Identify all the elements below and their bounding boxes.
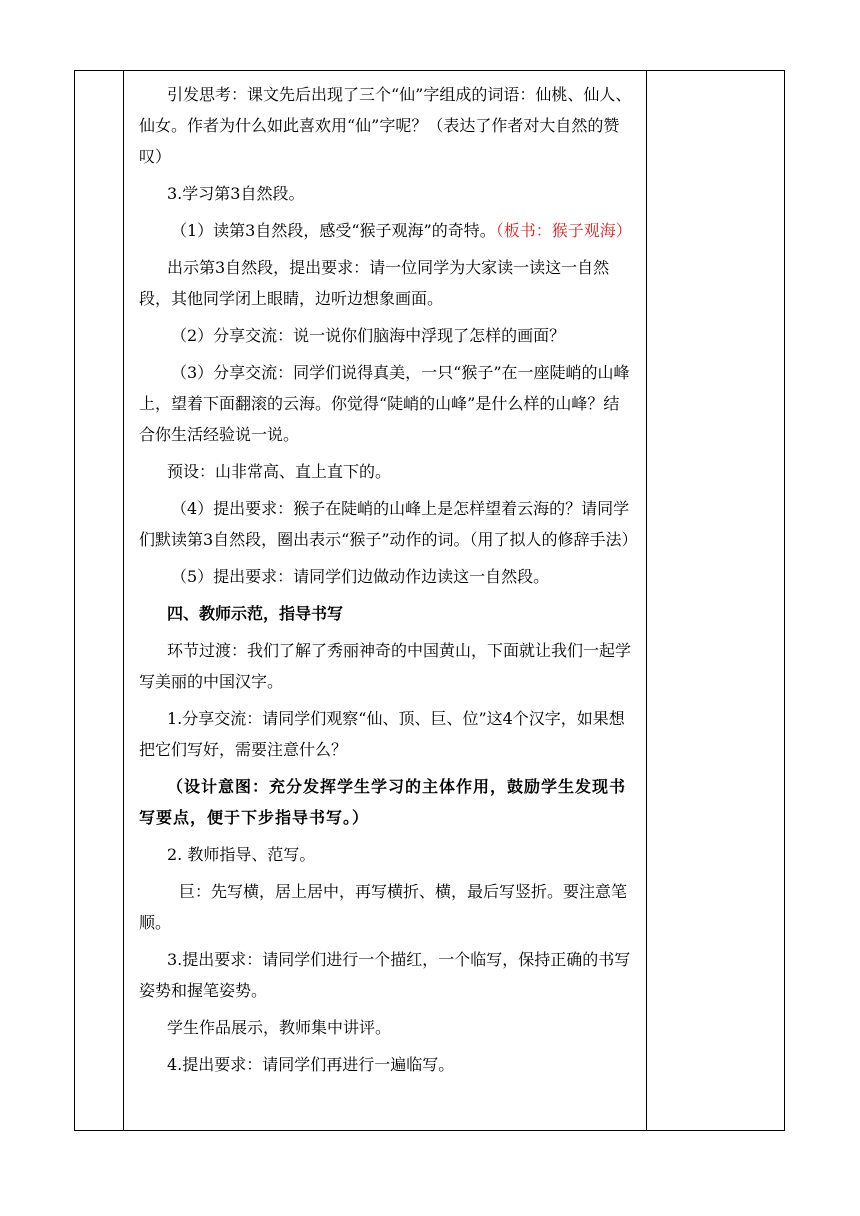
paragraph-step3-heading: 3.学习第3自然段。 [167,184,305,203]
paragraph-requirement-trace: 3.提出要求：请同学们进行一个描红，一个临写，保持正确的书写姿势和握笔姿势。 [139,950,631,1000]
right-column-divider [646,71,647,1130]
section-heading-writing: 四、教师示范，指导书写 [167,604,344,623]
blackboard-note: （板书：猴子观海） [495,221,632,240]
paragraph-transition: 环节过渡：我们了解了秀丽神奇的中国黄山，下面就让我们一起学写美丽的中国汉字。 [139,641,632,691]
paragraph-show-section3: 出示第3自然段，提出要求：请一位同学为大家读一读这一自然段，其他同学闭上眼睛，边听边想象画面。 [139,258,610,308]
paragraph-showcase: 学生作品展示，教师集中讲评。 [167,1018,392,1037]
paragraph-requirement-5: （5）提出要求：请同学们边做动作边读这一自然段。 [171,567,550,586]
paragraph-read-section3 [125,215,643,246]
paragraph-teacher-demo: 2. 教师指导、范写。 [167,845,316,864]
lesson-content-cell [125,79,643,1086]
paragraph-requirement-4: （4）提出要求：猴子在陡峭的山峰上是怎样望着云海的？请同学们默读第3自然段，圈出表示“猴子”动作的词。（用了拟人的修辞手法） [139,499,638,549]
paragraph-reflection: 引发思考：课文先后出现了三个“仙”字组成的词语：仙桃、仙人、仙女。作者为什么如此喜欢用“仙”字呢？（表达了作者对大自然的赞叹） [139,85,632,166]
paragraph-design-intent: （设计意图：充分发挥学生学习的主体作用，鼓励学生发现书写要点，便于下步指导书写。） [139,777,627,827]
paragraph-share-characters: 1.分享交流：请同学们观察“仙、顶、巨、位”这4个汉字，如果想把它们写好，需要注意什么？ [139,709,625,759]
paragraph-preset: 预设：山非常高、直上直下的。 [167,462,392,481]
read-section3-text: （1）读第3自然段，感受“猴子观海”的奇特。 [171,221,496,240]
paragraph-requirement-copy: 4.提出要求：请同学们再进行一遍临写。 [167,1055,455,1074]
paragraph-share-2: （2）分享交流：说一说你们脑海中浮现了怎样的画面？ [171,326,566,345]
left-column-divider [123,71,124,1130]
paragraph-share-3: （3）分享交流：同学们说得真美，一只“猴子”在一座陡峭的山峰上，望着下面翻滚的云海。你觉得“陡峭的山峰”是什么样的山峰？结合你生活经验说一说。 [139,363,630,444]
lesson-plan-table [74,70,785,1131]
paragraph-ju-strokes: 巨：先写横，居上居中，再写横折、横，最后写竖折。要注意笔顺。 [139,882,628,932]
